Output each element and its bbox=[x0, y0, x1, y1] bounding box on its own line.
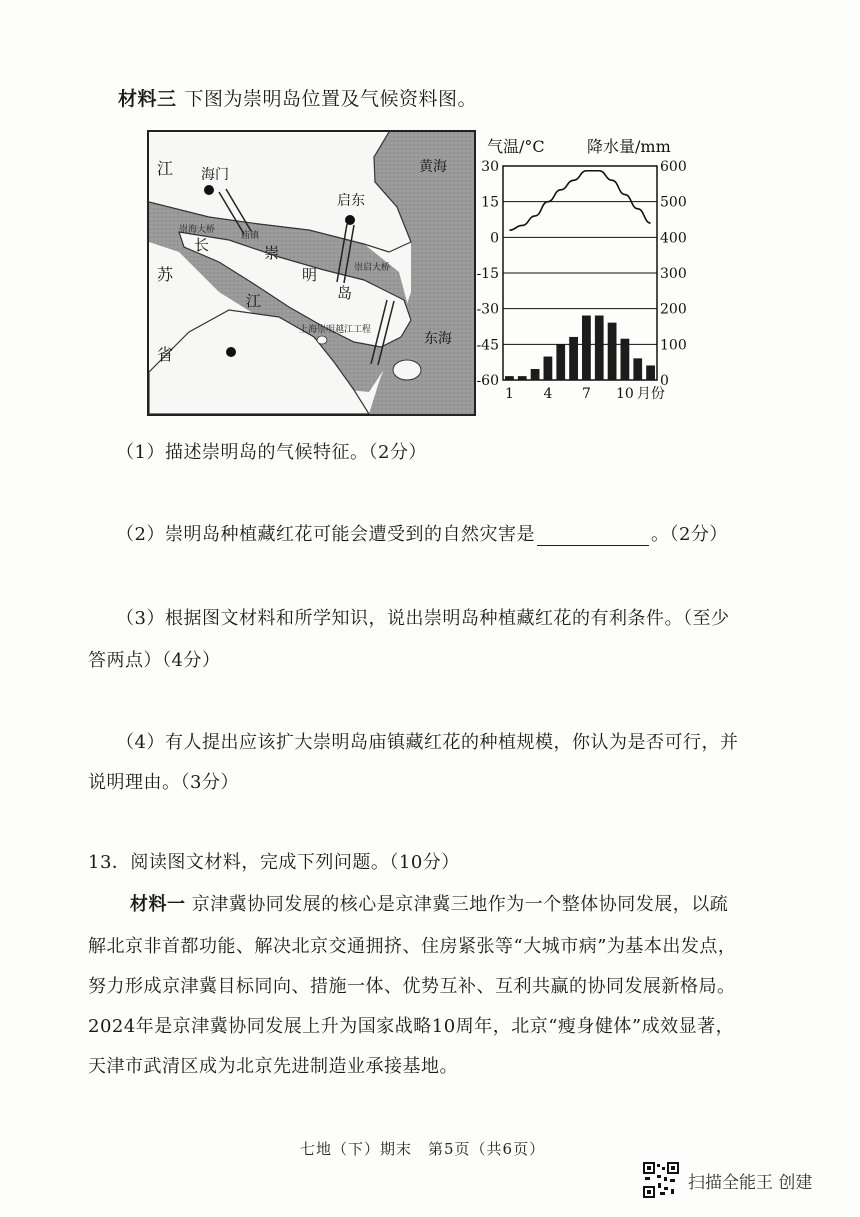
small-island bbox=[317, 336, 327, 344]
question-3-line2: 答两点）（4分） bbox=[88, 650, 221, 671]
precip-tick-label: 600 bbox=[660, 159, 687, 175]
question-4-line1: （4）有人提出应该扩大崇明岛庙镇藏红花的种植规模，你认为是否可行，并 bbox=[116, 732, 739, 753]
question-2 bbox=[116, 520, 728, 546]
precip-bar bbox=[557, 344, 565, 380]
question-1: （1）描述崇明岛的气候特征。（2分） bbox=[116, 442, 427, 463]
temp-tick-label: -45 bbox=[476, 337, 499, 354]
map-label-bridge3: 上海崇明越江工程 bbox=[299, 325, 372, 335]
chongming-location-map bbox=[147, 130, 476, 416]
precip-bar bbox=[531, 369, 539, 380]
temp-tick-label: -30 bbox=[476, 301, 499, 318]
qidong-dot bbox=[345, 215, 355, 225]
question-3-line1: （3）根据图文材料和所学知识，说出崇明岛种植藏红花的有利条件。（至少 bbox=[116, 608, 730, 629]
map-label-bridge1: 崇海大桥 bbox=[179, 225, 216, 235]
precip-tick-label: 400 bbox=[660, 230, 687, 247]
temp-tick-label: -15 bbox=[476, 266, 499, 282]
precip-bar bbox=[544, 357, 552, 380]
map-label-bridge2: 崇启大桥 bbox=[354, 263, 391, 273]
precip-bar bbox=[634, 359, 642, 380]
map-label-chang: 长 bbox=[194, 236, 210, 254]
map-label-ming: 明 bbox=[302, 266, 318, 284]
q13-line1 bbox=[130, 890, 728, 916]
page-footer: 七地（下）期末 第5页（共6页） bbox=[300, 1140, 546, 1158]
watermark-text: 扫描全能王 创建 bbox=[688, 1172, 813, 1193]
haimen-dot bbox=[204, 185, 214, 195]
scanner-watermark bbox=[642, 1160, 812, 1200]
map-label-bridge1b: 庙镇 bbox=[241, 231, 260, 241]
material3-text: 下图为崇明岛位置及气候资料图。 bbox=[184, 88, 478, 110]
q13-material1-label: 材料一 bbox=[130, 894, 186, 915]
map-label-jiang-river: 江 bbox=[246, 292, 262, 310]
precip-bar bbox=[608, 323, 616, 380]
map-label-chong: 崇 bbox=[264, 244, 280, 262]
month-tick-label: 1 bbox=[504, 386, 514, 402]
qr-code-icon bbox=[642, 1161, 680, 1199]
map-label-jiang: 江 bbox=[157, 159, 174, 178]
q13-line2: 解北京非首都功能、解决北京交通拥挤、住房紧张等“大城市病”为基本出发点， bbox=[88, 936, 737, 957]
precip-tick-label: 500 bbox=[660, 194, 687, 211]
material3-heading bbox=[118, 84, 477, 111]
q13-line3: 努力形成京津冀目标同向、措施一体、优势互补、互利共赢的协同发展新格局。 bbox=[88, 976, 736, 997]
question-4-line2: 说明理由。（3分） bbox=[88, 772, 239, 793]
map-label-su: 苏 bbox=[157, 265, 174, 284]
map-label-huanghai: 黄海 bbox=[419, 159, 447, 175]
temp-tick-label: -60 bbox=[476, 373, 499, 389]
temp-tick-label: 30 bbox=[481, 159, 499, 175]
month-tick-label: 4 bbox=[543, 386, 553, 402]
precip-bar bbox=[595, 316, 603, 380]
precip-bar bbox=[505, 376, 513, 380]
precip-tick-label: 100 bbox=[660, 337, 687, 354]
climate-chart bbox=[475, 130, 715, 410]
chart-plot-area bbox=[476, 159, 686, 402]
precip-axis-label: 降水量/mm bbox=[587, 137, 671, 156]
temperature-line bbox=[509, 171, 650, 230]
question-13-title: 13．阅读图文材料，完成下列问题。（10分） bbox=[88, 852, 460, 873]
precip-bar bbox=[569, 337, 577, 380]
question-2-score: 。（2分） bbox=[650, 524, 728, 545]
month-tick-label: 10 bbox=[616, 386, 634, 402]
x-axis-label: 月份 bbox=[636, 386, 665, 402]
precip-tick-label: 0 bbox=[660, 373, 669, 389]
precip-bar bbox=[621, 339, 629, 380]
map-label-qidong: 启东 bbox=[337, 193, 365, 209]
q13-line4: 2024年是京津冀协同发展上升为国家战略10周年，北京“瘦身健体”成效显著， bbox=[88, 1016, 735, 1037]
month-tick-label: 7 bbox=[581, 386, 591, 402]
precip-tick-label: 300 bbox=[660, 266, 687, 282]
q13-line1-text: 京津冀协同发展的核心是京津冀三地作为一个整体协同发展，以疏 bbox=[191, 894, 729, 915]
map-label-haimen: 海门 bbox=[201, 167, 229, 183]
material3-label: 材料三 bbox=[118, 88, 177, 110]
precip-bar bbox=[518, 376, 526, 380]
question-2-text: （2）崇明岛种植藏红花可能会遭受到的自然灾害是 bbox=[116, 524, 535, 545]
map-label-sheng: 省 bbox=[157, 345, 174, 364]
q13-line5: 天津市武清区成为北京先进制造业承接基地。 bbox=[88, 1056, 458, 1077]
precip-tick-label: 200 bbox=[660, 301, 687, 318]
precip-bar bbox=[646, 366, 654, 380]
small-island bbox=[393, 360, 421, 380]
answer-blank[interactable] bbox=[537, 527, 649, 546]
temp-tick-label: 15 bbox=[481, 194, 499, 211]
map-label-dao: 岛 bbox=[337, 284, 353, 302]
map-label-donghai: 东海 bbox=[424, 331, 452, 347]
precip-bar bbox=[582, 316, 590, 380]
temp-axis-label: 气温/°C bbox=[487, 137, 545, 156]
shanghai-dot bbox=[226, 347, 236, 357]
temp-tick-label: 0 bbox=[490, 230, 499, 247]
